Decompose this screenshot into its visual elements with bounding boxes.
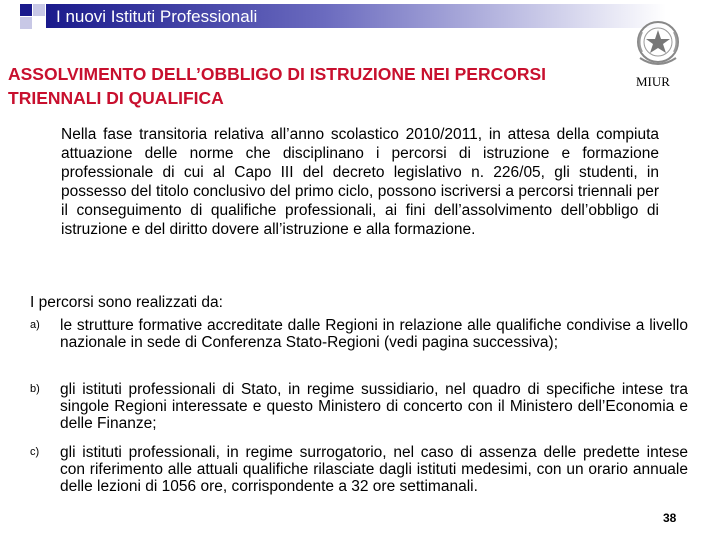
header-title: I nuovi Istituti Professionali — [56, 7, 258, 26]
header-square-dark — [20, 4, 32, 16]
list-item-text: gli istituti professionali, in regime surrogatorio, nel caso di assenza delle predette intese con riferimento alle attuali qualifiche rilasciate dagli istituti medesimi, con un orario annuale delle lezioni di 1056 ore, corrispondente a 32 ore settimanali. — [60, 444, 688, 495]
page-title: ASSOLVIMENTO DELL’OBBLIGO DI ISTRUZIONE NEI PERCORSI TRIENNALI DI QUALIFICA — [8, 64, 547, 108]
italian-republic-emblem-icon — [632, 18, 684, 70]
page-number: 38 — [663, 511, 677, 525]
miur-label: MIUR — [636, 74, 670, 89]
list-item-text: le strutture formative accreditate dalle Regioni in relazione alle qualifiche condivise a livello nazionale in sede di Conferenza Stato-Regioni (vedi pagina successiva); — [60, 317, 688, 351]
list-item-text: gli istituti professionali di Stato, in regime sussidiario, nel quadro di specifiche intese tra singole Regioni interessate e questo Ministero di concerto con il Ministero dell’Economia e delle Finanze; — [60, 381, 688, 432]
list-lead: I percorsi sono realizzati da: — [30, 294, 223, 311]
header-square-light — [33, 4, 45, 16]
list-marker: c) — [30, 446, 40, 458]
list-marker: b) — [30, 383, 40, 395]
intro-paragraph: Nella fase transitoria relativa all’anno scolastico 2010/2011, in attesa della compiuta attuazione delle norme che disciplinano i percorsi di istruzione e formazione professionale di cui al Capo III del decreto legislativo n. 226/05, gli studenti, in possesso del titolo conclusivo del primo ciclo, possono iscriversi a percorsi triennali per il conseguimento di qualifiche professionali, ai fini dell’assolvimento dell’obbligo di istruzione e del diritto dovere all’istruzione e alla formazione. — [61, 126, 659, 238]
list-marker: a) — [30, 319, 40, 331]
header-square-light-lower — [20, 17, 32, 29]
